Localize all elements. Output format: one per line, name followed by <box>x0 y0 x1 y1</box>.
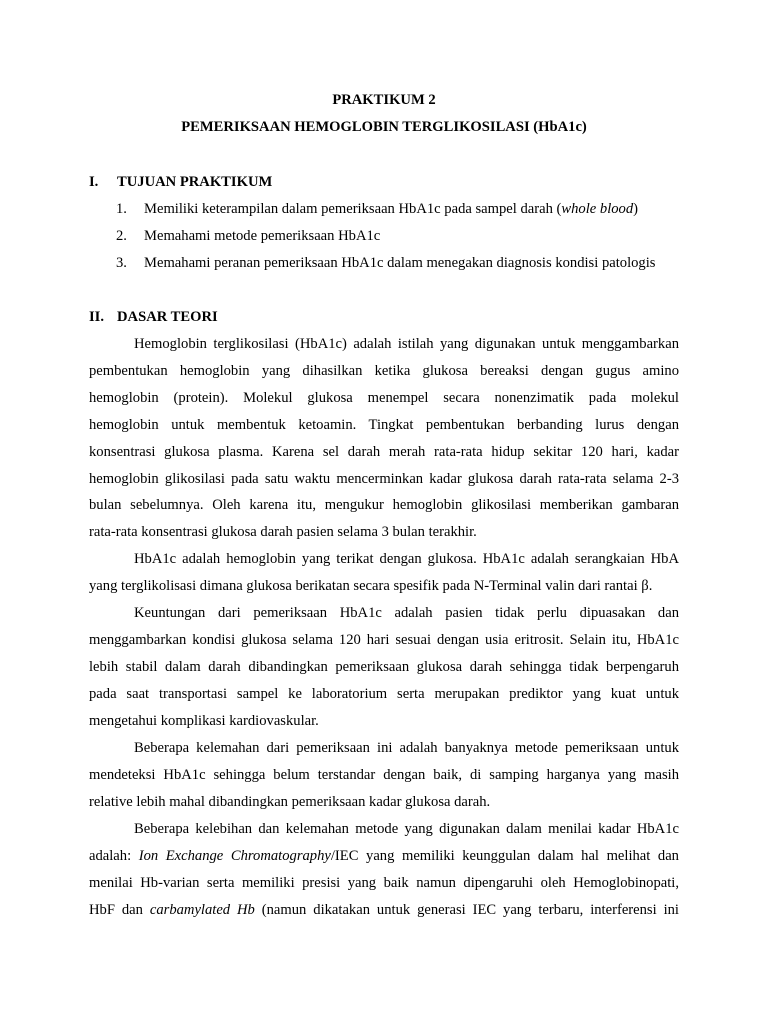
list-item-text: Memiliki keterampilan dalam pemeriksaan HbA1c pada sampel darah ( <box>144 201 562 217</box>
text-line: Beberapa kelemahan dari pemeriksaan ini adalah banyaknya metode pemeriksaan untuk <box>134 740 679 756</box>
text-line: Keuntungan dari pemeriksaan HbA1c adalah pasien tidak perlu dipuasakan dan <box>134 605 679 621</box>
text-line-start: HbF dan <box>89 902 150 918</box>
text-line-italic: Ion Exchange Chromatography <box>138 848 331 864</box>
text-line: pembentukan hemoglobin yang dihasilkan ketika glukosa bereaksi dengan gugus amino <box>89 363 679 379</box>
list-item-number: 3. <box>116 255 127 271</box>
section-2-number: II. <box>89 309 105 325</box>
text-line: bulan sebelumnya. Oleh karena itu, mengukur hemoglobin glikosilasi memberikan gambaran <box>89 497 679 513</box>
text-line: yang terglikolisasi dimana glukosa berikatan secara spesifik pada N-Terminal valin dari rantai β. <box>89 578 653 594</box>
text-line: pada saat transportasi sampel ke laboratorium serta merupakan prediktor yang kuat untuk <box>89 686 679 702</box>
text-line: mengetahui komplikasi kardiovaskular. <box>89 713 319 729</box>
section-2-title: DASAR TEORI <box>117 309 218 325</box>
list-item-text-end: ) <box>633 201 639 217</box>
list-item <box>116 255 655 272</box>
list-item-italic: whole blood <box>561 201 634 217</box>
text-line: hemoglobin glikosilasi pada satu waktu mencerminkan kadar glukosa darah rata-rata selama 2-3 <box>89 471 679 487</box>
section-2-heading <box>89 309 218 326</box>
text-line: lebih stabil dalam darah dibandingkan pemeriksaan glukosa darah sehingga tidak berpengaruh <box>89 659 679 675</box>
text-line-end: (namun dikatakan untuk generasi IEC yang terbaru, interferensi ini <box>254 902 679 918</box>
list-item <box>116 228 380 245</box>
section-1-number: I. <box>89 174 99 190</box>
text-line-end: /IEC yang memiliki keunggulan dalam hal melihat dan <box>330 848 679 864</box>
list-item-number: 1. <box>116 201 127 217</box>
text-line: relative lebih mahal dibandingkan pemeriksaan kadar glukosa darah. <box>89 794 491 810</box>
title-line-1: PRAKTIKUM 2 <box>332 92 436 108</box>
text-line: hemoglobin untuk membentuk ketoamin. Tingkat pembentukan berbanding lurus dengan <box>89 417 679 433</box>
text-line: HbA1c adalah hemoglobin yang terikat dengan glukosa. HbA1c adalah serangkaian HbA <box>134 551 679 567</box>
text-line: konsentrasi glukosa plasma. Karena sel darah merah rata-rata hidup sekitar 120 hari, kadar <box>89 444 679 460</box>
text-line: Beberapa kelebihan dan kelemahan metode yang digunakan dalam menilai kadar HbA1c <box>134 821 679 837</box>
list-item-text: Memahami metode pemeriksaan HbA1c <box>144 228 381 244</box>
text-line: menggambarkan kondisi glukosa selama 120 hari sesuai dengan usia eritrosit. Selain itu, HbA1c <box>89 632 679 648</box>
text-line: mendeteksi HbA1c sehingga belum terstandar dengan baik, di samping harganya yang masih <box>89 767 679 783</box>
text-line: Hemoglobin terglikosilasi (HbA1c) adalah istilah yang digunakan untuk menggambarkan <box>134 336 679 352</box>
text-line: hemoglobin (protein). Molekul glukosa menempel secara nonenzimatik pada molekul <box>89 390 679 406</box>
title-line-2: PEMERIKSAAN HEMOGLOBIN TERGLIKOSILASI (HbA1c) <box>181 119 587 135</box>
list-item <box>116 201 638 218</box>
text-line-start: adalah: <box>89 848 139 864</box>
list-item-number: 2. <box>116 228 127 244</box>
text-line <box>89 848 679 865</box>
text-line-italic: carbamylated Hb <box>149 902 255 918</box>
text-line: menilai Hb-varian serta memiliki presisi yang baik namun dipengaruhi oleh Hemoglobinopati, <box>89 875 679 891</box>
section-1-heading <box>89 174 272 191</box>
text-line: rata-rata konsentrasi glukosa darah pasien selama 3 bulan terakhir. <box>89 524 477 540</box>
section-1-title: TUJUAN PRAKTIKUM <box>117 174 273 190</box>
list-item-text: Memahami peranan pemeriksaan HbA1c dalam menegakan diagnosis kondisi patologis <box>144 255 656 271</box>
text-line <box>89 902 679 919</box>
